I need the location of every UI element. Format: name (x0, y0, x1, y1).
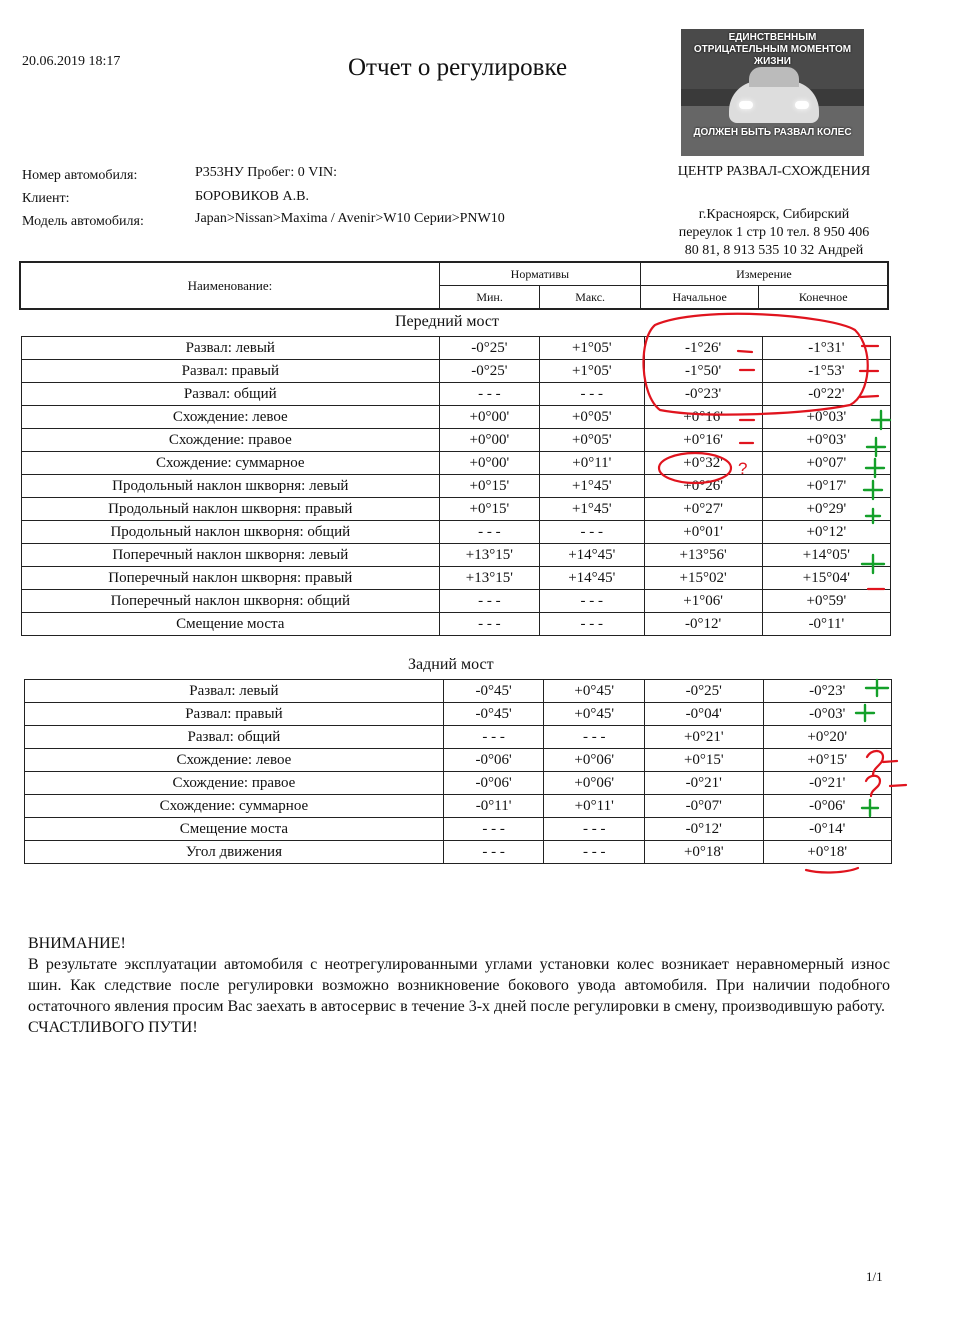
table-row (22, 383, 891, 406)
rear-axle-table (24, 679, 892, 864)
cell-final: +0°20' (763, 726, 891, 749)
cell-min: -0°25' (439, 337, 539, 360)
cell-min: - - - (439, 383, 539, 406)
header-measurement: Измерение (640, 262, 888, 286)
cell-name: Развал: общий (22, 383, 440, 406)
cell-initial: -0°25' (645, 680, 764, 703)
table-row (25, 795, 892, 818)
notice-closing: СЧАСТЛИВОГО ПУТИ! (28, 1019, 198, 1036)
header-max: Макс. (540, 286, 641, 310)
cell-final: -0°14' (763, 818, 891, 841)
table-row (22, 337, 891, 360)
notice-body: В результате эксплуатации автомобиля с неотрегулированными углами установки колес возникает неравномерный износ шин. Как следствие после регулировки возможно возникновение бокового увода автомобиля. При наличии подобного остаточного явления просим Вас заехать в автосервис в течение 3-х дней после регулировки в смену, производившую работу. (28, 956, 890, 1015)
table-row (25, 680, 892, 703)
cell-min: -0°11' (443, 795, 544, 818)
cell-max: +0°45' (544, 680, 645, 703)
cell-final: +14°05' (762, 544, 890, 567)
cell-name: Продольный наклон шкворня: общий (22, 521, 440, 544)
table-row (25, 749, 892, 772)
cell-max: - - - (544, 726, 645, 749)
page-number: 1/1 (866, 1269, 883, 1284)
cell-final: +0°03' (762, 429, 890, 452)
front-axle-table (21, 336, 891, 636)
table-row (25, 818, 892, 841)
page-title: Отчет о регулировке (348, 54, 568, 81)
cell-max: +0°05' (540, 406, 644, 429)
cell-min: +0°15' (439, 475, 539, 498)
cell-final: +0°07' (762, 452, 890, 475)
cell-name: Развал: левый (22, 337, 440, 360)
client-label: Клиент: (22, 191, 70, 206)
cell-name: Схождение: правое (22, 429, 440, 452)
plate-value: Р353НУ Пробег: 0 VIN: (195, 165, 337, 180)
table-row (22, 590, 891, 613)
cell-final: -1°31' (762, 337, 890, 360)
table-row (25, 726, 892, 749)
cell-min: +0°00' (439, 452, 539, 475)
cell-initial: -0°23' (644, 383, 762, 406)
cell-final: -0°22' (762, 383, 890, 406)
header-min: Мин. (439, 286, 540, 310)
cell-min: -0°45' (443, 703, 544, 726)
cell-final: +0°17' (762, 475, 890, 498)
header-norms: Нормативы (439, 262, 640, 286)
cell-final: +0°59' (762, 590, 890, 613)
cell-final: -1°53' (762, 360, 890, 383)
cell-min: - - - (439, 590, 539, 613)
cell-name: Поперечный наклон шкворня: общий (22, 590, 440, 613)
rear-axle-title: Задний мост (408, 656, 494, 673)
logo-bottom-text: ДОЛЖЕН БЫТЬ РАЗВАЛ КОЛЕС (693, 127, 852, 138)
cell-final: +15°04' (762, 567, 890, 590)
cell-name: Продольный наклон шкворня: левый (22, 475, 440, 498)
cell-initial: +0°15' (645, 749, 764, 772)
cell-max: +1°05' (540, 360, 644, 383)
cell-max: +14°45' (540, 567, 644, 590)
report-datetime: 20.06.2019 18:17 (22, 54, 121, 69)
cell-max: +1°45' (540, 498, 644, 521)
cell-final: -0°21' (763, 772, 891, 795)
cell-name: Схождение: суммарное (25, 795, 444, 818)
service-center-name: ЦЕНТР РАЗВАЛ-СХОЖДЕНИЯ (677, 164, 871, 179)
notice-block (28, 933, 890, 1038)
front-axle-title: Передний мост (395, 313, 499, 330)
table-row (22, 498, 891, 521)
table-row (22, 429, 891, 452)
cell-initial: -1°50' (644, 360, 762, 383)
cell-final: +0°12' (762, 521, 890, 544)
red-underline (806, 868, 858, 872)
cell-max: - - - (540, 521, 644, 544)
cell-initial: +0°21' (645, 726, 764, 749)
table-row (22, 567, 891, 590)
cell-name: Развал: правый (22, 360, 440, 383)
cell-min: +0°15' (439, 498, 539, 521)
cell-max: +1°05' (540, 337, 644, 360)
cell-max: +0°06' (544, 772, 645, 795)
header-initial: Начальное (640, 286, 759, 310)
cell-name: Смещение моста (25, 818, 444, 841)
cell-min: +0°00' (439, 429, 539, 452)
table-row (25, 703, 892, 726)
cell-final: +0°15' (763, 749, 891, 772)
red-question-mark-text: ? (738, 459, 748, 478)
cell-initial: -0°21' (645, 772, 764, 795)
cell-name: Схождение: суммарное (22, 452, 440, 475)
cell-max: +14°45' (540, 544, 644, 567)
header-final: Конечное (759, 286, 888, 310)
table-row (25, 841, 892, 864)
table-row (22, 406, 891, 429)
cell-name: Смещение моста (22, 613, 440, 636)
logo-top-text: ЕДИНСТВЕННЫМ ОТРИЦАТЕЛЬНЫМ МОМЕНТОМ ЖИЗНИ (693, 32, 852, 67)
model-label: Модель автомобиля: (22, 214, 144, 229)
cell-final: +0°03' (762, 406, 890, 429)
red-dash (890, 785, 906, 786)
cell-min: -0°45' (443, 680, 544, 703)
table-row (22, 544, 891, 567)
cell-initial: +0°26' (644, 475, 762, 498)
cell-initial: -0°04' (645, 703, 764, 726)
cell-min: +0°00' (439, 406, 539, 429)
cell-initial: -0°12' (645, 818, 764, 841)
cell-initial: +15°02' (644, 567, 762, 590)
cell-min: -0°06' (443, 749, 544, 772)
cell-max: +0°11' (544, 795, 645, 818)
table-row (22, 521, 891, 544)
model-value: Japan>Nissan>Maxima / Avenir>W10 Серии>PNW10 (195, 211, 505, 226)
cell-initial: +13°56' (644, 544, 762, 567)
cell-final: +0°29' (762, 498, 890, 521)
table-header (19, 261, 889, 310)
cell-min: +13°15' (439, 567, 539, 590)
logo-image (681, 29, 864, 156)
cell-min: - - - (443, 726, 544, 749)
table-row (25, 772, 892, 795)
table-row (22, 475, 891, 498)
cell-max: - - - (540, 590, 644, 613)
cell-max: +0°05' (540, 429, 644, 452)
table-row (22, 452, 891, 475)
header-name: Наименование: (20, 262, 439, 309)
cell-max: - - - (544, 841, 645, 864)
plate-label: Номер автомобиля: (22, 168, 138, 183)
cell-final: -0°11' (762, 613, 890, 636)
table-row (22, 360, 891, 383)
cell-initial: +0°16' (644, 429, 762, 452)
cell-max: +0°06' (544, 749, 645, 772)
cell-name: Развал: левый (25, 680, 444, 703)
notice-heading: ВНИМАНИЕ! (28, 935, 126, 952)
table-row (22, 613, 891, 636)
cell-max: - - - (544, 818, 645, 841)
cell-initial: +0°27' (644, 498, 762, 521)
cell-name: Развал: общий (25, 726, 444, 749)
cell-initial: +0°18' (645, 841, 764, 864)
cell-initial: -1°26' (644, 337, 762, 360)
cell-name: Продольный наклон шкворня: правый (22, 498, 440, 521)
cell-name: Поперечный наклон шкворня: правый (22, 567, 440, 590)
cell-name: Развал: правый (25, 703, 444, 726)
cell-min: -0°25' (439, 360, 539, 383)
cell-initial: +1°06' (644, 590, 762, 613)
cell-final: -0°06' (763, 795, 891, 818)
cell-name: Схождение: левое (22, 406, 440, 429)
cell-final: -0°23' (763, 680, 891, 703)
cell-name: Поперечный наклон шкворня: левый (22, 544, 440, 567)
client-value: БОРОВИКОВ А.В. (195, 189, 309, 204)
cell-min: - - - (443, 841, 544, 864)
cell-max: +0°45' (544, 703, 645, 726)
cell-initial: +0°01' (644, 521, 762, 544)
cell-final: -0°03' (763, 703, 891, 726)
cell-name: Схождение: правое (25, 772, 444, 795)
cell-name: Угол движения (25, 841, 444, 864)
service-address-1: г.Красноярск, Сибирский (698, 207, 850, 222)
service-address-3: 80 81, 8 913 535 10 32 Андрей (684, 243, 864, 258)
cell-initial: +0°16' (644, 406, 762, 429)
cell-final: +0°18' (763, 841, 891, 864)
cell-max: - - - (540, 383, 644, 406)
service-address-2: переулок 1 стр 10 тел. 8 950 406 (678, 225, 870, 240)
cell-min: -0°06' (443, 772, 544, 795)
cell-min: - - - (439, 521, 539, 544)
cell-max: +0°11' (540, 452, 644, 475)
cell-name: Схождение: левое (25, 749, 444, 772)
cell-initial: +0°32' (644, 452, 762, 475)
cell-initial: -0°07' (645, 795, 764, 818)
cell-min: - - - (439, 613, 539, 636)
cell-max: - - - (540, 613, 644, 636)
cell-min: - - - (443, 818, 544, 841)
cell-max: +1°45' (540, 475, 644, 498)
cell-min: +13°15' (439, 544, 539, 567)
cell-initial: -0°12' (644, 613, 762, 636)
